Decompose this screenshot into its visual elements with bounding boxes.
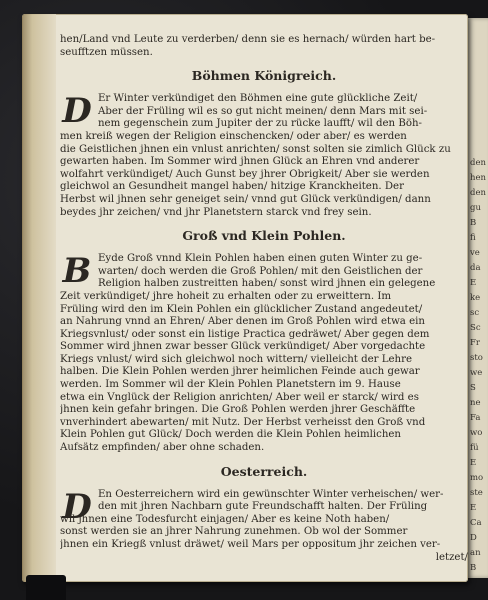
adjacent-page-fragment: E <box>470 278 477 288</box>
drop-cap: B <box>62 251 92 292</box>
section-heading-oesterreich: Oesterreich. <box>220 463 308 479</box>
drop-cap: D <box>62 486 92 527</box>
adjacent-page-fragment: Ca <box>470 518 482 528</box>
adjacent-page-fragment: B <box>470 218 477 228</box>
text-line: Eyde Groß vnnd Klein Pohlen haben einen guten Winter zu ge- <box>98 253 423 265</box>
adjacent-page-fragment: fi <box>470 233 476 243</box>
adjacent-page-fragment: Fr <box>470 338 480 348</box>
text-line: gewarten haben. Im Sommer wird jhnen Glück an Ehren vnd anderer <box>60 156 420 168</box>
text-line: Religion halben zustreitten haben/ sonst wird jhnen ein gelegene <box>98 278 436 290</box>
text-line: wolfahrt verkündiget/ Auch Gunst bey jhrer Obrigkeit/ Aber sie werden <box>60 168 430 180</box>
adjacent-page-fragment: Fa <box>470 413 481 423</box>
text-line: werden. Im Sommer wil der Klein Pohlen Planetstern im 9. Hause <box>60 379 401 391</box>
text-line: die Geistlichen jhnen ein vnlust anrichten/ sonst solten sie zimlich Glück zu <box>60 143 451 155</box>
adjacent-page-fragment: den <box>470 188 486 198</box>
section-heading-boehmen: Böhmen Königreich. <box>191 68 337 84</box>
text-line: hen/Land vnd Leute zu verderben/ denn sie es hernach/ würden hart be- <box>60 34 436 45</box>
adjacent-page-fragment: S <box>470 383 476 393</box>
text-line: nem gegenschein zum Jupiter der zu rücke laufft/ wil den Böh- <box>98 118 422 130</box>
adjacent-page-fragment: sc <box>470 308 480 318</box>
book-page <box>22 14 468 582</box>
adjacent-page-fragment: gu <box>470 203 481 213</box>
adjacent-page-fragment: ste <box>470 488 483 498</box>
adjacent-page-fragment: Sc <box>470 323 481 333</box>
book-clip <box>26 575 66 600</box>
text-line: seufftzen müssen. <box>60 46 153 58</box>
adjacent-page-fragment: mo <box>470 473 484 483</box>
adjacent-page-fragment: D <box>470 533 477 543</box>
adjacent-page-fragment: ve <box>470 248 480 258</box>
adjacent-page-fragment: we <box>470 368 483 378</box>
text-line: Herbst wil jhnen sehr geneiget sein/ vnnd gut Glück verkündigen/ dann <box>60 193 431 205</box>
section-body-pohlen <box>60 253 468 455</box>
text-line: Kriegsvnlust/ oder sonst ein listige Practica gedräwet/ Aber gegen dem <box>60 328 430 340</box>
text-line: letzet/ <box>435 551 468 563</box>
adjacent-page-fragment: B <box>470 563 477 573</box>
text-line: En Oesterreichern wird ein gewünschter Winter verheischen/ wer- <box>98 488 444 500</box>
section-heading-pohlen: Groß vnd Klein Pohlen. <box>182 228 346 244</box>
text-line: etwa ein Vnglück der Religion anrichten/ Aber weil er starck/ wird es <box>60 391 419 403</box>
adjacent-page-fragment: E <box>470 503 477 513</box>
text-line: Klein Pohlen gut Glück/ Doch werden die Klein Pohlen heimlichen <box>60 429 401 441</box>
text-line: den mit jhren Nachbarn gute Freundschafft halten. Der Früling <box>98 501 428 513</box>
text-line: jhnen ein Kriegß vnlust dräwet/ weil Mars per oppositum jhr zeichen ver- <box>60 539 441 550</box>
adjacent-page-fragment: fü <box>470 443 479 453</box>
text-line: Aufsätz empfinden/ aber ohne schaden. <box>60 442 265 454</box>
text-line: men kreiß wegen der Religion einschencken/ oder aber/ es werden <box>60 130 407 142</box>
adjacent-page-fragment: an <box>470 548 481 558</box>
text-line: jhnen kein gefahr bringen. Die Groß Pohlen werden jhrer Geschäffte <box>60 404 416 416</box>
text-line: beydes jhr zeichen/ vnd jhr Planetstern starck vnd frey sein. <box>60 206 372 218</box>
section-body-oesterreich <box>60 486 468 565</box>
adjacent-page-fragment: hen <box>470 173 486 183</box>
adjacent-page-fragment: da <box>470 263 481 273</box>
text-line: vnverhindert abewarten/ mit Nutz. Der Herbst verheisst den Groß vnd <box>60 416 426 428</box>
text-line: halben. Die Klein Pohlen werden jhrer heimlichen Feinde auch gewar <box>60 366 420 378</box>
adjacent-page-fragment: E <box>470 458 477 468</box>
adjacent-page-fragment: wo <box>470 428 483 438</box>
text-line: Sommer wird jhnen zwar besser Glück verkündiget/ Aber vorgedachte <box>60 341 426 353</box>
text-line: sonst werden sie an jhrer Nahrung zunehmen. Ob wol der Sommer <box>60 526 408 538</box>
text-line: gleichwol an Gesundheit mangel haben/ hitzige Kranckheiten. Der <box>60 181 404 193</box>
adjacent-page-fragment: sto <box>470 353 483 363</box>
text-line: wil jhnen eine Todesfurcht einjagen/ Aber es keine Noth haben/ <box>60 513 390 525</box>
text-line: Zeit verkündiget/ jhre hoheit zu erhalten oder zu erweittern. Im <box>60 290 392 302</box>
adjacent-page-fragment: den <box>470 158 486 168</box>
section-body-boehmen <box>60 93 468 219</box>
text-line: Kriegs vnlust/ wird sich gleichwol noch wittern/ vielleicht der Lehre <box>60 353 413 365</box>
drop-cap: D <box>62 91 92 132</box>
text-line: Aber der Früling wil es so gut nicht meinen/ denn Mars mit sei- <box>98 105 428 117</box>
intro-paragraph <box>60 34 468 59</box>
page-text <box>60 34 468 564</box>
adjacent-page-fragment: ke <box>470 293 481 303</box>
adjacent-page-fragment: ne <box>470 398 481 408</box>
adjacent-page-edge <box>466 18 488 578</box>
text-line: Früling wird den im Klein Pohlen ein glücklicher Zustand angedeutet/ <box>60 303 423 315</box>
text-line: an Nahrung vnnd an Ehren/ Aber denen im Groß Pohlen wird etwa ein <box>60 316 425 328</box>
text-line: Er Winter verkündiget den Böhmen eine gute glückliche Zeit/ <box>98 93 418 105</box>
text-line: warten/ doch werden die Groß Pohlen/ mit den Geistlichen der <box>98 265 423 277</box>
